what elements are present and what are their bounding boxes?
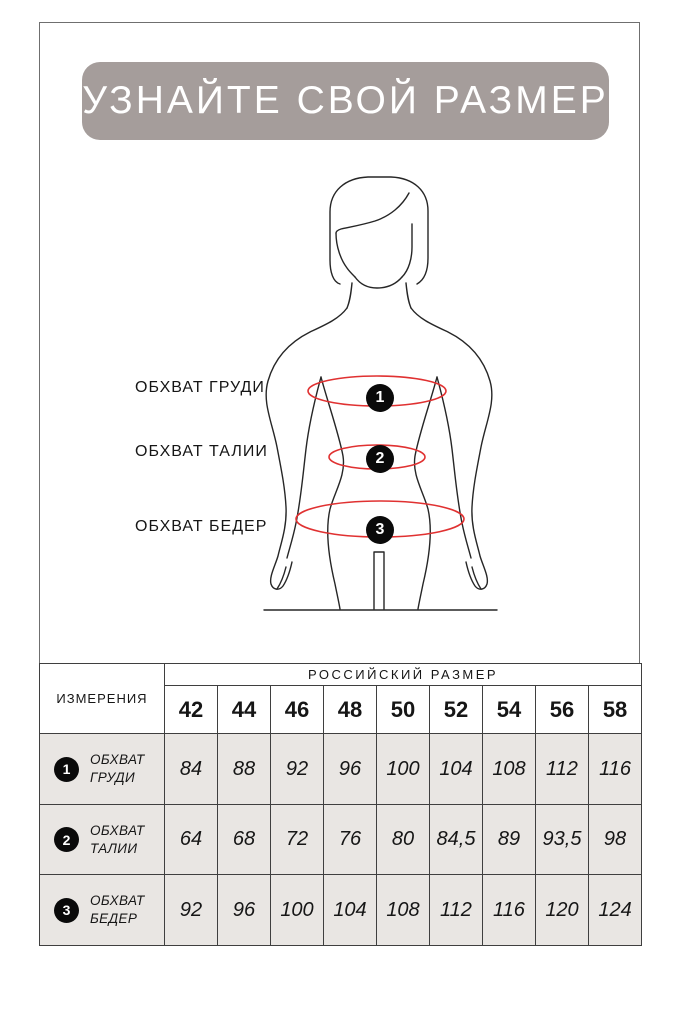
table-row-chest [40, 734, 642, 805]
marker-waist: 2 [366, 445, 394, 473]
size-column-header: 48 [324, 686, 377, 734]
size-value-cell: 108 [483, 734, 536, 805]
row-label-chest: ОБХВАТ ГРУДИ [90, 752, 145, 785]
size-value-cell: 93,5 [536, 805, 589, 875]
row-marker-hips: 3 [54, 898, 79, 923]
size-value-cell: 80 [377, 805, 430, 875]
size-value-cell: 88 [218, 734, 271, 805]
marker-chest: 1 [366, 384, 394, 412]
size-value-cell: 84 [165, 734, 218, 805]
size-value-cell: 76 [324, 805, 377, 875]
label-hips: ОБХВАТ БЕДЕР [135, 518, 268, 535]
size-value-cell: 92 [165, 875, 218, 946]
leg-split-line [374, 552, 384, 609]
size-value-cell: 98 [589, 805, 642, 875]
size-column-header: 46 [271, 686, 324, 734]
row-label-cell [40, 805, 165, 875]
row-label-hips: ОБХВАТ БЕДЕР [90, 893, 145, 926]
russian-size-header: РОССИЙСКИЙ РАЗМЕР [165, 664, 642, 686]
size-value-cell: 120 [536, 875, 589, 946]
size-value-cell: 64 [165, 805, 218, 875]
size-value-cell: 68 [218, 805, 271, 875]
marker-hips: 3 [366, 516, 394, 544]
label-chest: ОБХВАТ ГРУДИ [135, 379, 265, 396]
size-value-cell: 124 [589, 875, 642, 946]
row-label-waist: ОБХВАТ ТАЛИИ [90, 822, 145, 856]
size-column-header: 44 [218, 686, 271, 734]
size-value-cell: 112 [536, 734, 589, 805]
size-column-header: 50 [377, 686, 430, 734]
row-label-cell [40, 875, 165, 946]
size-value-cell: 116 [483, 875, 536, 946]
size-column-header: 54 [483, 686, 536, 734]
size-value-cell: 96 [324, 734, 377, 805]
size-column-header: 52 [430, 686, 483, 734]
size-value-cell: 108 [377, 875, 430, 946]
size-column-header: 56 [536, 686, 589, 734]
row-marker-chest: 1 [54, 757, 79, 782]
label-waist: ОБХВАТ ТАЛИИ [135, 443, 268, 460]
row-marker-waist: 2 [54, 827, 79, 852]
size-value-cell: 104 [324, 875, 377, 946]
size-value-cell: 104 [430, 734, 483, 805]
size-value-cell: 116 [589, 734, 642, 805]
hair-fringe [336, 193, 409, 233]
size-value-cell: 89 [483, 805, 536, 875]
size-value-cell: 100 [377, 734, 430, 805]
size-table [39, 663, 642, 946]
page-title: УЗНАЙТЕ СВОЙ РАЗМЕР [82, 79, 609, 122]
size-column-header: 42 [165, 686, 218, 734]
table-row-waist [40, 805, 642, 875]
size-value-cell: 72 [271, 805, 324, 875]
hair-outline [330, 177, 428, 284]
measurements-header-cell: ИЗМЕРЕНИЯ [40, 664, 165, 734]
row-label-cell [40, 734, 165, 805]
size-value-cell: 96 [218, 875, 271, 946]
size-value-cell: 100 [271, 875, 324, 946]
size-value-cell: 112 [430, 875, 483, 946]
chin-line [355, 277, 402, 288]
table-row-hips [40, 875, 642, 946]
neck-left [347, 283, 352, 308]
size-column-header: 58 [589, 686, 642, 734]
torso-left [321, 377, 344, 609]
size-value-cell: 84,5 [430, 805, 483, 875]
size-value-cell: 92 [271, 734, 324, 805]
neck-right [406, 283, 411, 308]
torso-right [414, 377, 437, 609]
